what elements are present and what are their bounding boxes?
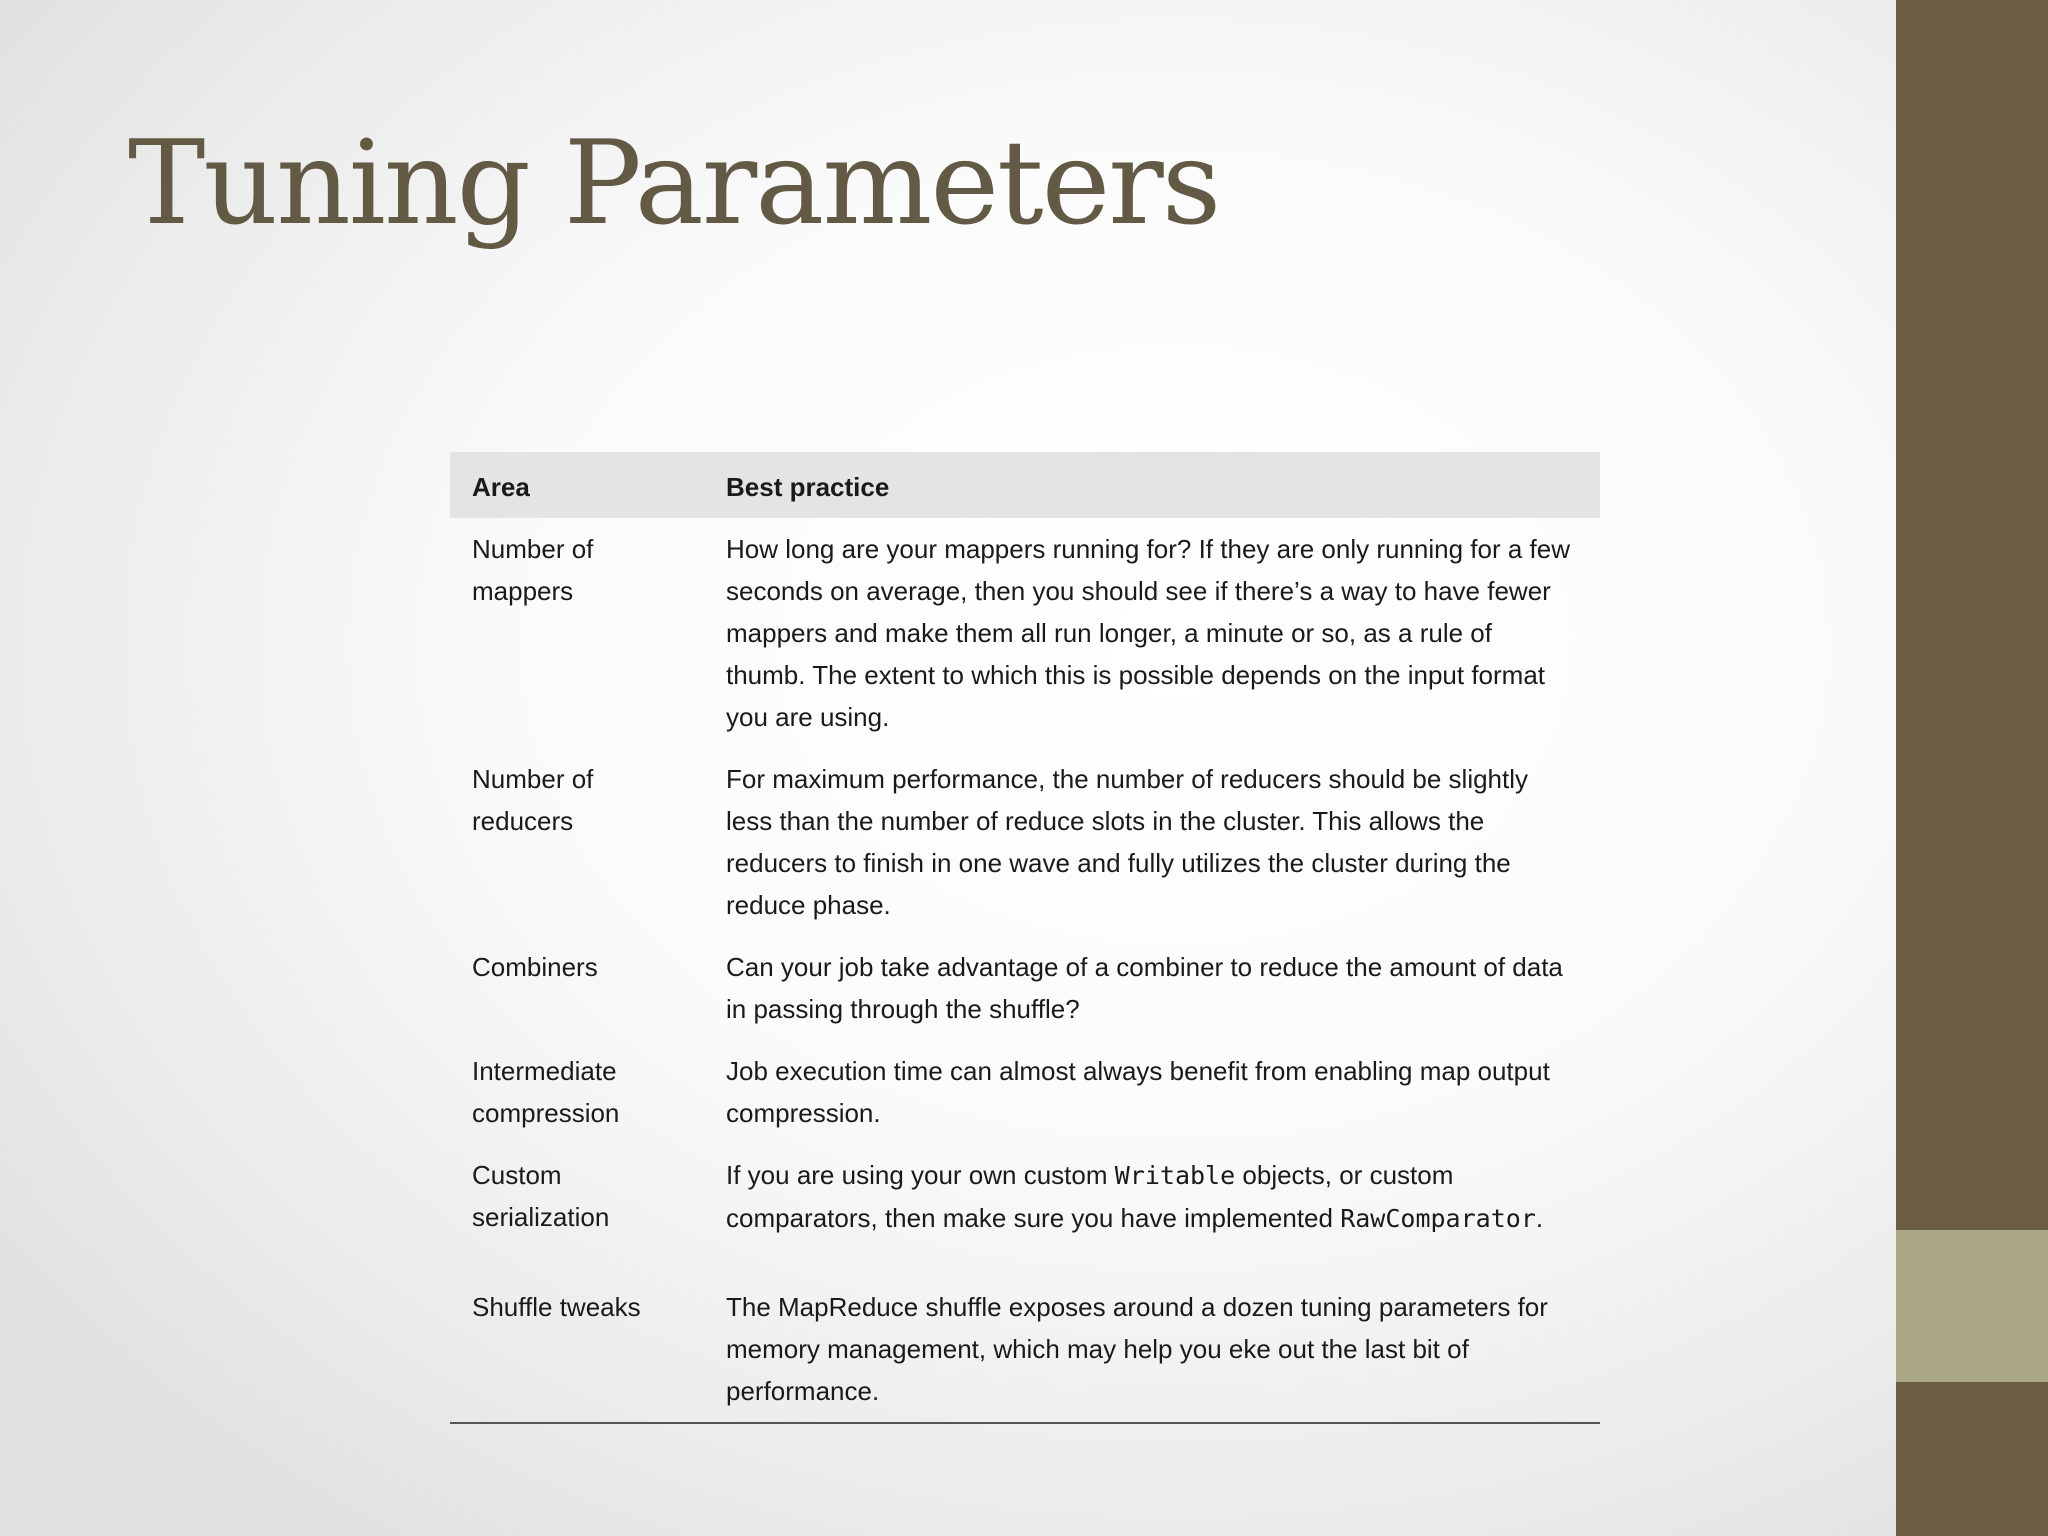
row-practice: Can your job take advantage of a combiner to reduce the amount of data in passing through the shuffle?	[726, 952, 1563, 1024]
header-area: Area	[472, 471, 530, 502]
row-practice: Job execution time can almost always benefit from enabling map output compression.	[726, 1056, 1550, 1128]
row-area: Custom serialization	[472, 1160, 610, 1232]
slide-title: Tuning Parameters	[128, 116, 1220, 251]
row-practice: How long are your mappers running for? If they are only running for a few seconds on average, then you should see if there’s a way to have fewer mappers and make them all run longer, a minute or so, as a rule of thumb. The extent to which this is possible depends on the input format you are using.	[726, 534, 1571, 732]
row-area: Combiners	[472, 952, 598, 982]
row-area: Number of mappers	[472, 534, 594, 606]
row-practice: The MapReduce shuffle exposes around a dozen tuning parameters for memory management, which may help you eke out the last bit of performance.	[726, 1292, 1548, 1406]
practice-text: .	[1535, 1203, 1544, 1233]
table-row	[450, 518, 1600, 748]
table-row	[450, 1040, 1600, 1144]
row-area: Intermediate compression	[472, 1056, 620, 1128]
row-area: Number of reducers	[472, 764, 594, 836]
table-row	[450, 936, 1600, 1040]
table-row	[450, 1250, 1600, 1422]
practice-text: objects, or custom comparators, then make sure you have implemented	[726, 1160, 1454, 1233]
row-practice: For maximum performance, the number of reducers should be slightly less than the number of reduce slots in the cluster. This allows the reducers to finish in one wave and fully utilizes the cluster during the reduce phase.	[726, 764, 1529, 920]
code-writable: Writable	[1114, 1161, 1236, 1190]
table-row	[450, 748, 1600, 936]
practice-text: If you are using your own custom	[726, 1160, 1115, 1190]
table-row	[450, 1144, 1600, 1250]
row-practice	[704, 1144, 1600, 1250]
header-best-practice: Best practice	[726, 471, 890, 502]
row-area: Shuffle tweaks	[472, 1292, 641, 1322]
sidebar-accent-decoration	[1896, 1230, 2048, 1382]
best-practice-table	[450, 452, 1600, 1424]
table-header-row	[450, 452, 1600, 518]
code-rawcomparator: RawComparator	[1340, 1204, 1536, 1233]
